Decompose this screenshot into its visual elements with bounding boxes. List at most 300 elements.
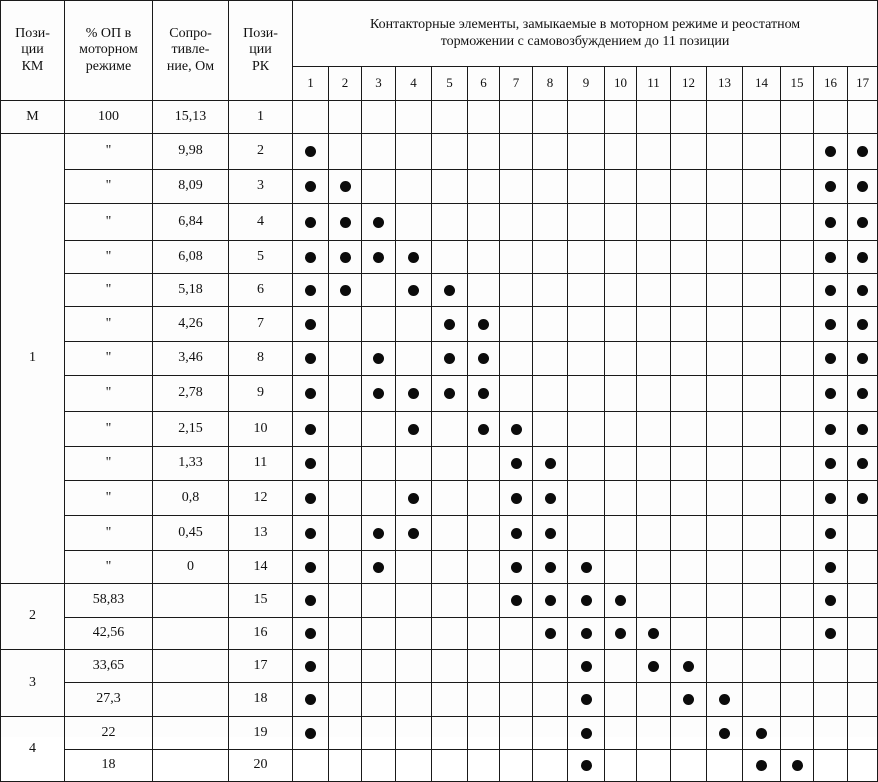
resistance-cell: 2,15 xyxy=(153,412,229,447)
contactor-state-cell xyxy=(468,134,500,170)
table-row xyxy=(1,447,878,481)
contactor-state-cell xyxy=(362,101,396,134)
contactor-state-cell xyxy=(396,650,432,683)
contactor-state-cell xyxy=(637,584,671,618)
contactor-state-cell xyxy=(671,412,707,447)
closed-contact-dot xyxy=(545,562,556,573)
contactor-state-cell xyxy=(293,447,329,481)
contactor-state-cell xyxy=(568,376,605,412)
closed-contact-dot xyxy=(545,528,556,539)
contactor-state-cell xyxy=(329,717,362,750)
contactor-state-cell xyxy=(329,204,362,241)
contactor-state-cell xyxy=(671,447,707,481)
contactor-state-cell xyxy=(814,618,848,650)
contactor-state-cell xyxy=(743,101,781,134)
closed-contact-dot xyxy=(825,424,836,435)
closed-contact-dot xyxy=(478,353,489,364)
contactor-state-cell xyxy=(329,481,362,516)
table-row xyxy=(1,551,878,584)
contactor-state-cell xyxy=(637,241,671,274)
contactor-state-cell xyxy=(396,412,432,447)
contactor-state-cell xyxy=(396,717,432,750)
contactor-state-cell xyxy=(533,376,568,412)
contactor-state-cell xyxy=(814,204,848,241)
contactor-state-cell xyxy=(637,342,671,376)
closed-contact-dot xyxy=(581,694,592,705)
contactor-state-cell xyxy=(605,551,637,584)
closed-contact-dot xyxy=(857,217,868,228)
contactor-state-cell xyxy=(362,412,396,447)
contactor-state-cell xyxy=(671,650,707,683)
contactor-state-cell xyxy=(568,307,605,342)
contactor-state-cell xyxy=(781,274,814,307)
contactor-state-cell xyxy=(743,750,781,782)
contactor-state-cell xyxy=(671,618,707,650)
contactor-state-cell xyxy=(671,750,707,782)
contactor-state-cell xyxy=(848,101,878,134)
resistance-cell xyxy=(153,584,229,618)
contactor-state-cell xyxy=(329,683,362,717)
closed-contact-dot xyxy=(444,285,455,296)
closed-contact-dot xyxy=(305,628,316,639)
contactor-state-cell xyxy=(707,101,743,134)
contactor-state-cell xyxy=(329,342,362,376)
contactor-state-cell xyxy=(707,241,743,274)
closed-contact-dot xyxy=(615,628,626,639)
contactor-state-cell xyxy=(533,584,568,618)
contactor-number-cell: 1 xyxy=(293,67,329,101)
contactor-state-cell xyxy=(743,447,781,481)
contactor-state-cell xyxy=(781,750,814,782)
contactor-state-cell xyxy=(671,204,707,241)
contactor-state-cell xyxy=(707,650,743,683)
contactor-state-cell xyxy=(568,750,605,782)
contactor-state-cell xyxy=(362,717,396,750)
contactor-state-cell xyxy=(329,307,362,342)
contactor-state-cell xyxy=(848,342,878,376)
closed-contact-dot xyxy=(825,181,836,192)
closed-contact-dot xyxy=(857,458,868,469)
rk-position-cell: 1 xyxy=(229,101,293,134)
closed-contact-dot xyxy=(305,694,316,705)
rk-position-cell: 11 xyxy=(229,447,293,481)
closed-contact-dot xyxy=(511,458,522,469)
contactor-state-cell xyxy=(605,447,637,481)
closed-contact-dot xyxy=(545,493,556,504)
contactor-state-cell xyxy=(814,101,848,134)
contactor-state-cell xyxy=(848,717,878,750)
contactor-number-cell: 6 xyxy=(468,67,500,101)
contactor-state-cell xyxy=(637,481,671,516)
contactor-state-cell xyxy=(707,618,743,650)
contactor-state-cell xyxy=(468,618,500,650)
contactor-state-cell xyxy=(568,274,605,307)
table-row xyxy=(1,412,878,447)
contactor-state-cell xyxy=(707,204,743,241)
closed-contact-dot xyxy=(683,694,694,705)
contactor-state-cell xyxy=(362,650,396,683)
rk-position-cell: 17 xyxy=(229,650,293,683)
contactor-state-cell xyxy=(637,204,671,241)
contactor-state-cell xyxy=(362,376,396,412)
contactor-state-cell xyxy=(743,481,781,516)
closed-contact-dot xyxy=(857,388,868,399)
contactor-state-cell xyxy=(781,134,814,170)
contactor-state-cell xyxy=(396,170,432,204)
contactor-state-cell xyxy=(637,717,671,750)
closed-contact-dot xyxy=(511,493,522,504)
contactor-state-cell xyxy=(671,241,707,274)
contactor-state-cell xyxy=(468,447,500,481)
contactor-state-cell xyxy=(468,241,500,274)
contactor-state-cell xyxy=(396,241,432,274)
contactor-state-cell xyxy=(781,481,814,516)
contactor-state-cell xyxy=(814,447,848,481)
contactor-state-cell xyxy=(396,516,432,551)
contactor-state-cell xyxy=(671,551,707,584)
contactor-state-cell xyxy=(781,717,814,750)
contactor-state-cell xyxy=(637,101,671,134)
contactor-state-cell xyxy=(707,584,743,618)
contactor-number-cell: 12 xyxy=(671,67,707,101)
contactor-state-cell xyxy=(743,204,781,241)
contactor-state-cell xyxy=(468,584,500,618)
closed-contact-dot xyxy=(683,661,694,672)
contactor-number-cell: 5 xyxy=(432,67,468,101)
closed-contact-dot xyxy=(408,285,419,296)
km-position-cell: 3 xyxy=(1,650,65,717)
contactor-state-cell xyxy=(500,750,533,782)
contactor-state-cell xyxy=(329,618,362,650)
contactor-state-cell xyxy=(781,376,814,412)
header-resistance: Сопро- тивле- ние, Ом xyxy=(153,1,229,101)
contactor-state-cell xyxy=(637,551,671,584)
contactor-state-cell xyxy=(707,481,743,516)
closed-contact-dot xyxy=(648,661,659,672)
op-percent-cell: " xyxy=(65,447,153,481)
contactor-state-cell xyxy=(293,750,329,782)
contactor-state-cell xyxy=(848,584,878,618)
contactor-state-cell xyxy=(500,412,533,447)
table-row xyxy=(1,274,878,307)
contactor-state-cell xyxy=(848,750,878,782)
table-row xyxy=(1,750,878,782)
contactor-state-cell xyxy=(432,307,468,342)
header-row xyxy=(1,1,878,67)
closed-contact-dot xyxy=(373,353,384,364)
contactor-state-cell xyxy=(671,481,707,516)
contactor-state-cell xyxy=(848,683,878,717)
contactor-state-cell xyxy=(533,307,568,342)
contactor-state-cell xyxy=(432,516,468,551)
contactor-state-cell xyxy=(396,551,432,584)
closed-contact-dot xyxy=(373,562,384,573)
contactor-state-cell xyxy=(396,274,432,307)
contactor-state-cell xyxy=(293,274,329,307)
closed-contact-dot xyxy=(373,217,384,228)
contactor-state-cell xyxy=(781,551,814,584)
contactor-state-cell xyxy=(432,342,468,376)
contactor-state-cell xyxy=(605,342,637,376)
closed-contact-dot xyxy=(581,562,592,573)
rk-position-cell: 12 xyxy=(229,481,293,516)
rk-position-cell: 7 xyxy=(229,307,293,342)
contactor-state-cell xyxy=(329,134,362,170)
rk-position-cell: 6 xyxy=(229,274,293,307)
contactor-state-cell xyxy=(637,170,671,204)
contactor-state-cell xyxy=(568,683,605,717)
table-row xyxy=(1,516,878,551)
contactor-state-cell xyxy=(568,241,605,274)
contactor-state-cell xyxy=(432,481,468,516)
contactor-state-cell xyxy=(432,241,468,274)
contactor-state-cell xyxy=(814,376,848,412)
contactor-state-cell xyxy=(468,481,500,516)
rk-position-cell: 2 xyxy=(229,134,293,170)
contactor-state-cell xyxy=(293,170,329,204)
closed-contact-dot xyxy=(825,628,836,639)
resistance-cell: 0,45 xyxy=(153,516,229,551)
closed-contact-dot xyxy=(792,760,803,771)
closed-contact-dot xyxy=(305,353,316,364)
contactor-state-cell xyxy=(533,650,568,683)
contactor-state-cell xyxy=(637,307,671,342)
contactor-state-cell xyxy=(637,618,671,650)
contactor-state-cell xyxy=(468,376,500,412)
contactor-state-cell xyxy=(329,376,362,412)
op-percent-cell: " xyxy=(65,412,153,447)
contactor-state-cell xyxy=(396,376,432,412)
contactor-state-cell xyxy=(396,584,432,618)
contactor-state-cell xyxy=(605,101,637,134)
table-row xyxy=(1,101,878,134)
contactor-state-cell xyxy=(637,683,671,717)
closed-contact-dot xyxy=(478,388,489,399)
contactor-state-cell xyxy=(432,683,468,717)
table-row xyxy=(1,342,878,376)
op-percent-cell: " xyxy=(65,342,153,376)
contactor-state-cell xyxy=(293,650,329,683)
contactor-state-cell xyxy=(329,274,362,307)
contactor-state-cell xyxy=(362,241,396,274)
table-row xyxy=(1,170,878,204)
contactor-state-cell xyxy=(568,134,605,170)
contactor-state-cell xyxy=(743,412,781,447)
contactor-state-cell xyxy=(848,481,878,516)
resistance-cell xyxy=(153,650,229,683)
closed-contact-dot xyxy=(511,528,522,539)
closed-contact-dot xyxy=(305,661,316,672)
contactor-state-cell xyxy=(637,650,671,683)
contactor-state-cell xyxy=(707,516,743,551)
contactor-state-cell xyxy=(362,204,396,241)
contactor-state-cell xyxy=(293,683,329,717)
closed-contact-dot xyxy=(305,181,316,192)
contactor-state-cell xyxy=(848,134,878,170)
contactor-number-cell: 15 xyxy=(781,67,814,101)
contactor-state-cell xyxy=(329,101,362,134)
contactor-state-cell xyxy=(781,584,814,618)
closed-contact-dot xyxy=(305,424,316,435)
rk-position-cell: 10 xyxy=(229,412,293,447)
op-percent-cell: 33,65 xyxy=(65,650,153,683)
closed-contact-dot xyxy=(615,595,626,606)
contactor-state-cell xyxy=(396,447,432,481)
contactor-state-cell xyxy=(500,650,533,683)
closed-contact-dot xyxy=(857,424,868,435)
closed-contact-dot xyxy=(478,424,489,435)
op-percent-cell: " xyxy=(65,551,153,584)
contactor-state-cell xyxy=(432,101,468,134)
closed-contact-dot xyxy=(511,424,522,435)
closed-contact-dot xyxy=(305,595,316,606)
closed-contact-dot xyxy=(545,595,556,606)
contactor-state-cell xyxy=(781,516,814,551)
resistance-cell: 4,26 xyxy=(153,307,229,342)
contactor-state-cell xyxy=(707,447,743,481)
contactor-number-cell: 11 xyxy=(637,67,671,101)
closed-contact-dot xyxy=(825,285,836,296)
contactor-state-cell xyxy=(329,516,362,551)
closed-contact-dot xyxy=(408,528,419,539)
contactor-state-cell xyxy=(605,650,637,683)
resistance-cell: 0,8 xyxy=(153,481,229,516)
closed-contact-dot xyxy=(825,562,836,573)
closed-contact-dot xyxy=(857,493,868,504)
contactor-state-cell xyxy=(848,412,878,447)
contactor-state-cell xyxy=(781,342,814,376)
contactor-state-cell xyxy=(533,683,568,717)
resistance-cell: 3,46 xyxy=(153,342,229,376)
closed-contact-dot xyxy=(719,694,730,705)
contactor-state-cell xyxy=(533,241,568,274)
contactor-state-cell xyxy=(468,412,500,447)
contactor-state-cell xyxy=(605,307,637,342)
contactor-state-cell xyxy=(568,717,605,750)
contactor-state-cell xyxy=(848,516,878,551)
closed-contact-dot xyxy=(305,217,316,228)
contactor-state-cell xyxy=(605,584,637,618)
contactor-state-cell xyxy=(848,204,878,241)
contactor-state-cell xyxy=(605,717,637,750)
rk-position-cell: 20 xyxy=(229,750,293,782)
closed-contact-dot xyxy=(305,285,316,296)
table-row xyxy=(1,683,878,717)
closed-contact-dot xyxy=(305,493,316,504)
contactor-state-cell xyxy=(500,683,533,717)
header-op-percent: % ОП в моторном режиме xyxy=(65,1,153,101)
closed-contact-dot xyxy=(581,595,592,606)
contactor-state-cell xyxy=(432,447,468,481)
contactor-state-cell xyxy=(293,551,329,584)
contactor-state-cell xyxy=(362,618,396,650)
contactor-state-cell xyxy=(814,750,848,782)
contactor-state-cell xyxy=(533,134,568,170)
contactor-state-cell xyxy=(743,342,781,376)
contactor-state-cell xyxy=(605,516,637,551)
contactor-state-cell xyxy=(432,584,468,618)
closed-contact-dot xyxy=(857,146,868,157)
rk-position-cell: 9 xyxy=(229,376,293,412)
table-row xyxy=(1,134,878,170)
contactor-state-cell xyxy=(781,204,814,241)
contactor-state-cell xyxy=(293,342,329,376)
op-percent-cell: " xyxy=(65,307,153,342)
header-km-positions: Пози- ции КМ xyxy=(1,1,65,101)
contactor-number-cell: 17 xyxy=(848,67,878,101)
table-row xyxy=(1,204,878,241)
contactor-state-cell xyxy=(743,551,781,584)
resistance-cell xyxy=(153,750,229,782)
contactor-state-cell xyxy=(432,274,468,307)
km-position-cell: 2 xyxy=(1,584,65,650)
contactor-number-cell: 4 xyxy=(396,67,432,101)
contactor-state-cell xyxy=(671,307,707,342)
km-position-cell: 1 xyxy=(1,134,65,584)
contactor-state-cell xyxy=(707,412,743,447)
contactor-state-cell xyxy=(707,683,743,717)
closed-contact-dot xyxy=(648,628,659,639)
contactor-state-cell xyxy=(707,274,743,307)
contactor-state-cell xyxy=(814,481,848,516)
table-row xyxy=(1,307,878,342)
contactor-state-cell xyxy=(432,412,468,447)
contactor-state-cell xyxy=(396,101,432,134)
op-percent-cell: " xyxy=(65,204,153,241)
resistance-cell: 8,09 xyxy=(153,170,229,204)
contactor-state-cell xyxy=(432,170,468,204)
contactor-state-cell xyxy=(743,376,781,412)
contactor-state-cell xyxy=(605,204,637,241)
contactor-state-cell xyxy=(605,170,637,204)
contactor-state-cell xyxy=(568,342,605,376)
contactor-state-cell xyxy=(743,650,781,683)
contactor-state-cell xyxy=(362,750,396,782)
contactor-state-cell xyxy=(468,683,500,717)
contactor-state-cell xyxy=(468,516,500,551)
contactor-state-cell xyxy=(637,274,671,307)
closed-contact-dot xyxy=(545,458,556,469)
contactor-number-cell: 14 xyxy=(743,67,781,101)
contactor-state-cell xyxy=(533,516,568,551)
table-row xyxy=(1,650,878,683)
contactor-state-cell xyxy=(293,618,329,650)
op-percent-cell: " xyxy=(65,241,153,274)
contactor-state-cell xyxy=(568,412,605,447)
closed-contact-dot xyxy=(305,252,316,263)
closed-contact-dot xyxy=(444,388,455,399)
table-row xyxy=(1,481,878,516)
closed-contact-dot xyxy=(305,562,316,573)
contactor-state-cell xyxy=(396,307,432,342)
contactor-state-cell xyxy=(362,307,396,342)
contactor-number-cell: 9 xyxy=(568,67,605,101)
contactor-state-cell xyxy=(500,447,533,481)
closed-contact-dot xyxy=(305,146,316,157)
closed-contact-dot xyxy=(340,217,351,228)
contactor-state-cell xyxy=(500,274,533,307)
contactor-state-cell xyxy=(500,516,533,551)
contactor-state-cell xyxy=(293,516,329,551)
contactor-state-cell xyxy=(637,447,671,481)
contactor-state-cell xyxy=(293,717,329,750)
contactor-state-cell xyxy=(707,170,743,204)
contactor-state-cell xyxy=(671,516,707,551)
contactor-state-cell xyxy=(500,342,533,376)
closed-contact-dot xyxy=(857,353,868,364)
contactor-state-cell xyxy=(533,101,568,134)
contactor-state-cell xyxy=(432,650,468,683)
